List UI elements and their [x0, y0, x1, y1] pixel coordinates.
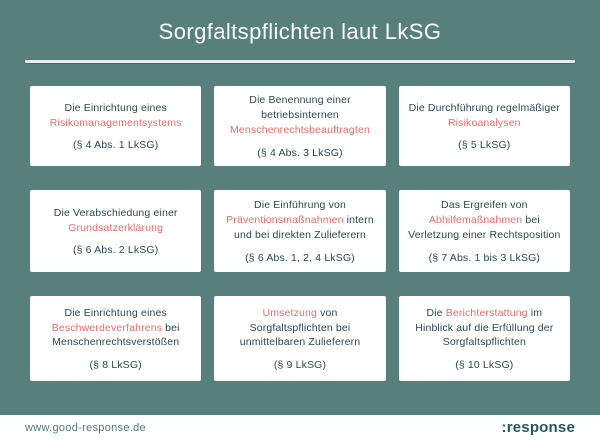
obligation-card [399, 190, 570, 272]
obligation-card [399, 296, 570, 381]
obligation-card [214, 296, 385, 381]
obligation-title [230, 93, 370, 138]
obligation-card [30, 86, 201, 166]
website-url: www.good-response.de [25, 421, 146, 434]
highlighted-term: Risikomanagementsystems [49, 116, 182, 129]
plain-term: Sorgfaltspflichten [442, 336, 526, 349]
highlighted-term: Abhilfemaßnahmen [428, 214, 523, 227]
law-reference: (§ 4 Abs. 3 LkSG) [257, 146, 343, 159]
law-reference: (§ 7 Abs. 1 bis 3 LkSG) [428, 251, 541, 264]
plain-term: Die Verabschiedung einer [53, 206, 178, 219]
highlighted-term: Beschwerdeverfahrens [51, 321, 163, 334]
highlighted-term: Menschenrechtsbeauftragten [230, 123, 370, 136]
highlighted-term: Umsetzung [262, 306, 317, 319]
obligation-card [30, 296, 201, 381]
law-reference: (§ 4 Abs. 1 LkSG) [72, 139, 159, 152]
obligation-title [226, 198, 374, 243]
law-reference: (§ 6 Abs. 2 LkSG) [72, 244, 159, 257]
obligation-card [30, 190, 201, 272]
plain-term: Verletzung einer Rechtsposition [408, 228, 561, 241]
plain-term: Die Einrichtung eines [64, 101, 167, 114]
obligation-title [50, 101, 182, 131]
obligation-title [54, 206, 178, 236]
obligation-title [415, 306, 553, 351]
page-title: Sorgfaltspflichten laut LkSG [158, 19, 442, 44]
law-reference: (§ 6 Abs. 1, 2, 4 LkSG) [245, 251, 355, 264]
plain-term: Sorgfaltspflichten bei [249, 321, 351, 334]
obligation-cards-grid [30, 86, 570, 381]
highlighted-term: Risikoanalysen [447, 116, 521, 129]
response-logo: :response [501, 419, 575, 436]
highlighted-term: Präventionsmaßnahmen [226, 214, 344, 227]
highlighted-term: Grundsatzerklärung [68, 221, 164, 234]
law-reference: (§ 10 LkSG) [455, 359, 514, 372]
plain-term: bei [162, 321, 180, 334]
plain-term: bei [522, 214, 540, 227]
plain-term: und bei direkten Zulieferern [233, 228, 366, 241]
plain-term: betriebsinternen [261, 109, 339, 122]
obligation-title [409, 101, 560, 131]
plain-term: Die Durchführung regelmäßiger [408, 101, 561, 114]
plain-term: Die Einführung von [253, 199, 346, 212]
plain-term: Das Ergreifen von [441, 199, 528, 212]
plain-term: im [527, 306, 543, 319]
footer-bar [0, 415, 600, 440]
plain-term: Die [426, 306, 446, 319]
plain-term: unmittelbaren Zulieferern [239, 336, 361, 349]
obligation-card [214, 86, 385, 166]
plain-term: Menschenrechtsverstößen [52, 336, 180, 349]
title-divider [25, 60, 575, 63]
obligation-title [52, 306, 180, 351]
obligation-title [240, 306, 360, 351]
plain-term: Hinblick auf die Erfüllung der [415, 321, 554, 334]
plain-term: von [317, 306, 338, 319]
law-reference: (§ 5 LkSG) [458, 139, 511, 152]
obligation-title [408, 198, 560, 243]
plain-term: intern [343, 214, 374, 227]
law-reference: (§ 9 LkSG) [273, 359, 327, 372]
obligation-card [399, 86, 570, 166]
highlighted-term: Berichterstattung [445, 306, 528, 319]
plain-term: Die Benennung einer [249, 94, 351, 107]
plain-term: Die Einrichtung eines [64, 306, 167, 319]
obligation-card [214, 190, 385, 272]
law-reference: (§ 8 LkSG) [89, 359, 142, 372]
